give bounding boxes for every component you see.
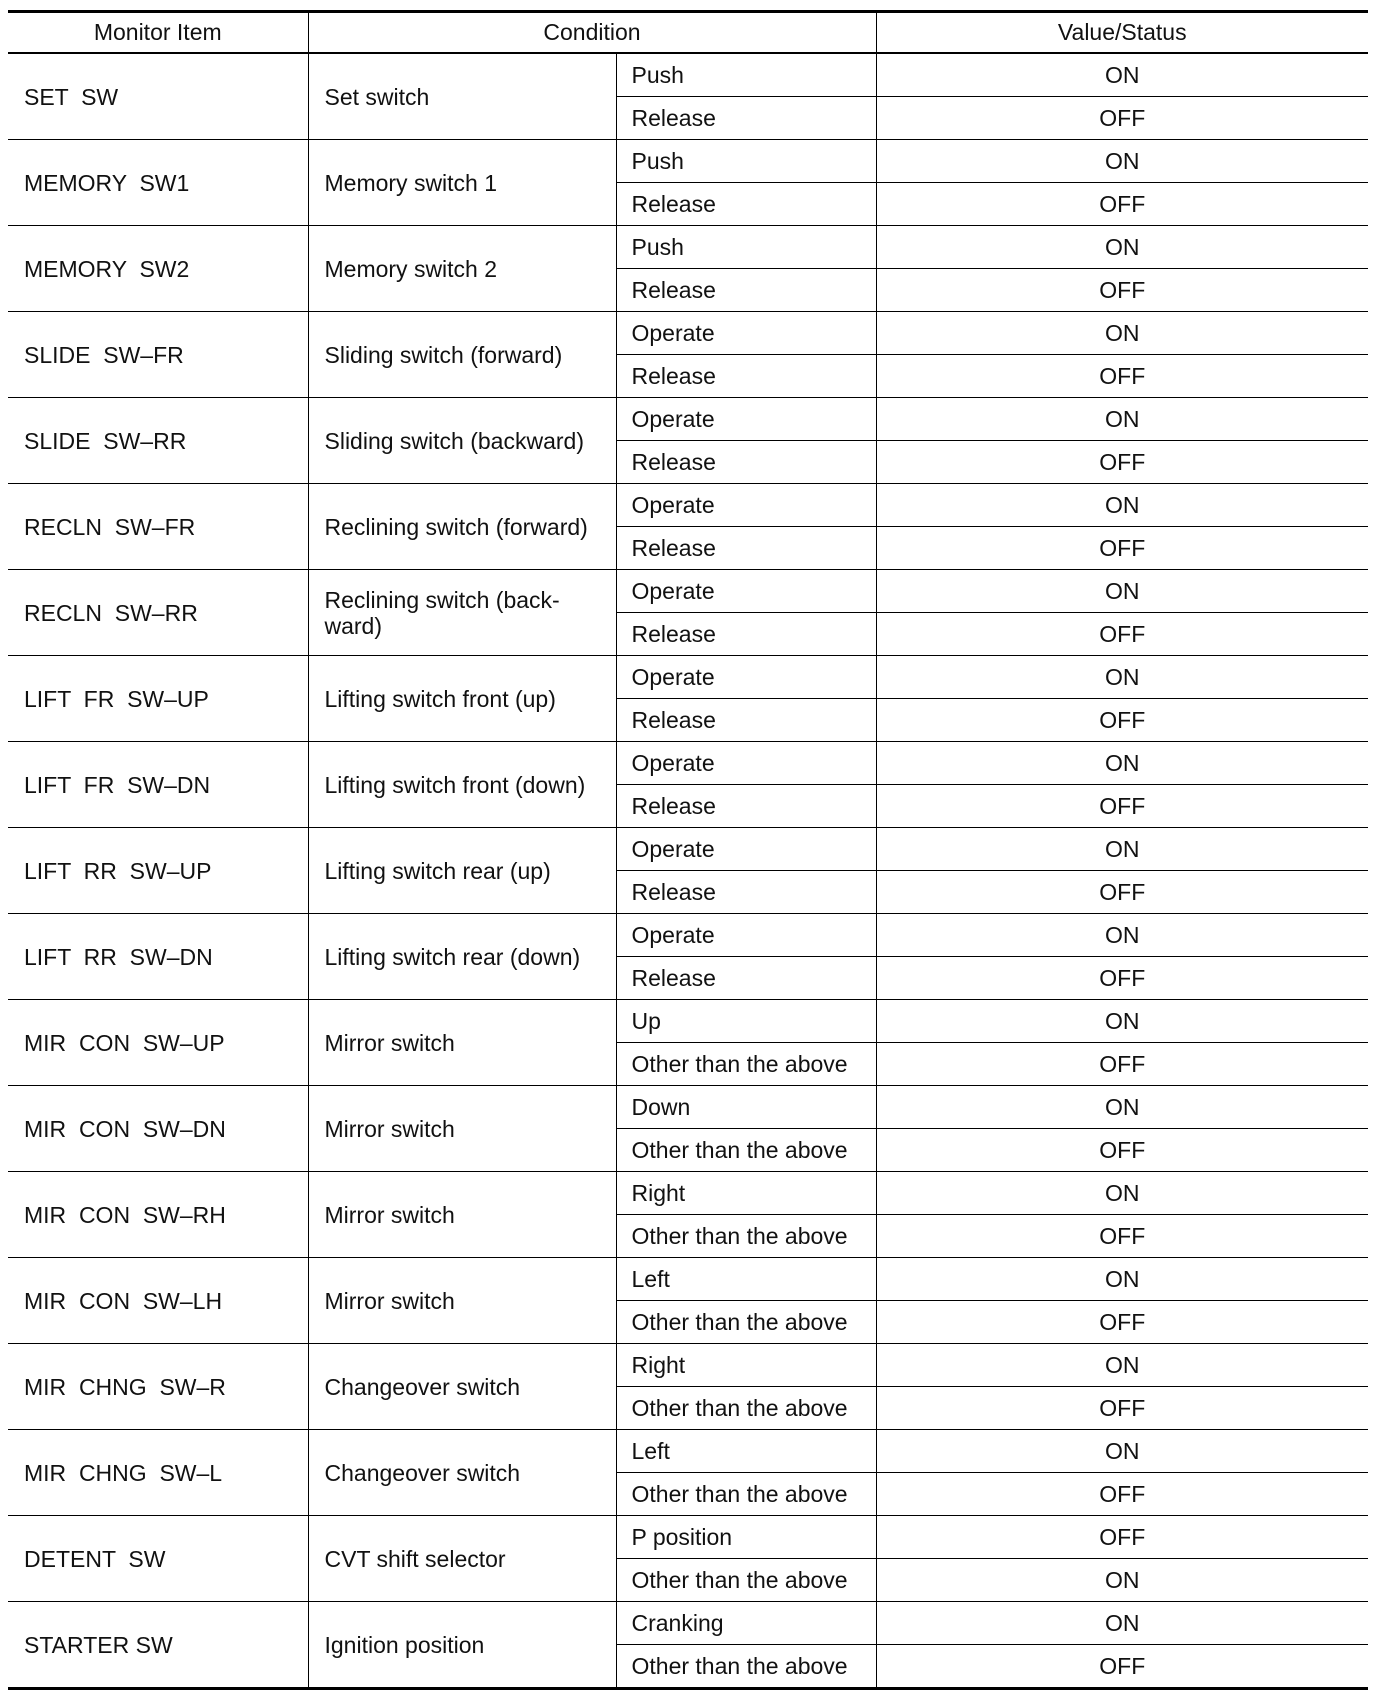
condition-cell: Memory switch 1 [308, 140, 616, 226]
sub-condition-cell: Release [616, 871, 876, 914]
condition-cell: Mirror switch [308, 1000, 616, 1086]
condition-cell: CVT shift selector [308, 1516, 616, 1602]
condition-cell: Lifting switch rear (down) [308, 914, 616, 1000]
value-status-cell: OFF [876, 269, 1368, 312]
condition-cell: Changeover switch [308, 1344, 616, 1430]
value-status-cell: ON [876, 570, 1368, 613]
condition-cell: Lifting switch rear (up) [308, 828, 616, 914]
table-row [8, 484, 1368, 527]
table-row [8, 656, 1368, 699]
table-row [8, 828, 1368, 871]
monitor-item-cell: LIFT FR SW–DN [8, 742, 308, 828]
value-status-cell: ON [876, 1430, 1368, 1473]
condition-cell: Sliding switch (forward) [308, 312, 616, 398]
table-row [8, 1430, 1368, 1473]
monitor-item-cell: LIFT FR SW–UP [8, 656, 308, 742]
condition-cell: Mirror switch [308, 1172, 616, 1258]
monitor-item-cell: MEMORY SW2 [8, 226, 308, 312]
value-status-cell: OFF [876, 871, 1368, 914]
monitor-item-cell: RECLN SW–RR [8, 570, 308, 656]
table-header [8, 12, 1368, 54]
value-status-cell: ON [876, 226, 1368, 269]
condition-cell: Lifting switch front (down) [308, 742, 616, 828]
table-row [8, 53, 1368, 97]
sub-condition-cell: Operate [616, 914, 876, 957]
monitor-item-cell: SET SW [8, 53, 308, 140]
value-status-cell: OFF [876, 957, 1368, 1000]
condition-cell: Mirror switch [308, 1086, 616, 1172]
condition-cell: Mirror switch [308, 1258, 616, 1344]
monitor-item-cell: MIR CON SW–RH [8, 1172, 308, 1258]
header-value-status: Value/Status [876, 12, 1368, 54]
value-status-cell: ON [876, 1344, 1368, 1387]
value-status-cell: OFF [876, 613, 1368, 656]
value-status-cell: ON [876, 1172, 1368, 1215]
sub-condition-cell: Release [616, 441, 876, 484]
monitor-item-cell: LIFT RR SW–UP [8, 828, 308, 914]
sub-condition-cell: Push [616, 226, 876, 269]
condition-cell: Changeover switch [308, 1430, 616, 1516]
sub-condition-cell: Push [616, 53, 876, 97]
monitor-item-cell: MEMORY SW1 [8, 140, 308, 226]
monitor-item-cell: MIR CON SW–UP [8, 1000, 308, 1086]
value-status-cell: OFF [876, 527, 1368, 570]
sub-condition-cell: Release [616, 355, 876, 398]
condition-cell: Sliding switch (backward) [308, 398, 616, 484]
sub-condition-cell: Operate [616, 312, 876, 355]
sub-condition-cell: Operate [616, 828, 876, 871]
value-status-cell: OFF [876, 699, 1368, 742]
condition-cell: Reclining switch (back-ward) [308, 570, 616, 656]
monitor-item-cell: STARTER SW [8, 1602, 308, 1689]
sub-condition-cell: Other than the above [616, 1215, 876, 1258]
table-row [8, 914, 1368, 957]
table-row [8, 1602, 1368, 1645]
sub-condition-cell: Other than the above [616, 1387, 876, 1430]
value-status-cell: OFF [876, 97, 1368, 140]
value-status-cell: ON [876, 742, 1368, 785]
condition-cell: Ignition position [308, 1602, 616, 1689]
sub-condition-cell: Release [616, 613, 876, 656]
value-status-cell: ON [876, 398, 1368, 441]
sub-condition-cell: Operate [616, 656, 876, 699]
sub-condition-cell: Left [616, 1258, 876, 1301]
sub-condition-cell: Right [616, 1172, 876, 1215]
table-row [8, 1516, 1368, 1559]
condition-cell: Memory switch 2 [308, 226, 616, 312]
value-status-cell: OFF [876, 355, 1368, 398]
value-status-cell: ON [876, 140, 1368, 183]
sub-condition-cell: Down [616, 1086, 876, 1129]
header-monitor-item: Monitor Item [8, 12, 308, 54]
condition-cell: Reclining switch (forward) [308, 484, 616, 570]
monitor-item-cell: MIR CON SW–LH [8, 1258, 308, 1344]
sub-condition-cell: Release [616, 957, 876, 1000]
table-row [8, 1172, 1368, 1215]
condition-cell: Set switch [308, 53, 616, 140]
table-row [8, 1344, 1368, 1387]
value-status-cell: OFF [876, 1516, 1368, 1559]
table-row [8, 1086, 1368, 1129]
sub-condition-cell: Left [616, 1430, 876, 1473]
value-status-cell: ON [876, 1602, 1368, 1645]
sub-condition-cell: Operate [616, 484, 876, 527]
sub-condition-cell: Other than the above [616, 1129, 876, 1172]
sub-condition-cell: Operate [616, 570, 876, 613]
sub-condition-cell: Other than the above [616, 1645, 876, 1689]
table-row [8, 742, 1368, 785]
header-row [8, 12, 1368, 54]
table-row [8, 140, 1368, 183]
monitor-item-cell: LIFT RR SW–DN [8, 914, 308, 1000]
value-status-cell: OFF [876, 1301, 1368, 1344]
sub-condition-cell: Other than the above [616, 1043, 876, 1086]
sub-condition-cell: Right [616, 1344, 876, 1387]
monitor-item-cell: SLIDE SW–RR [8, 398, 308, 484]
header-condition: Condition [308, 12, 876, 54]
value-status-cell: ON [876, 1258, 1368, 1301]
monitor-item-cell: MIR CON SW–DN [8, 1086, 308, 1172]
value-status-cell: OFF [876, 183, 1368, 226]
monitor-item-cell: MIR CHNG SW–L [8, 1430, 308, 1516]
value-status-cell: OFF [876, 1387, 1368, 1430]
table-body [8, 53, 1368, 1689]
value-status-cell: ON [876, 656, 1368, 699]
sub-condition-cell: Up [616, 1000, 876, 1043]
table-row [8, 1000, 1368, 1043]
sub-condition-cell: Operate [616, 398, 876, 441]
monitor-item-cell: RECLN SW–FR [8, 484, 308, 570]
monitor-item-cell: MIR CHNG SW–R [8, 1344, 308, 1430]
table-row [8, 226, 1368, 269]
monitor-table-container [8, 10, 1368, 1690]
sub-condition-cell: Operate [616, 742, 876, 785]
monitor-table [8, 10, 1368, 1690]
value-status-cell: ON [876, 1000, 1368, 1043]
sub-condition-cell: Release [616, 97, 876, 140]
value-status-cell: ON [876, 1086, 1368, 1129]
value-status-cell: OFF [876, 1215, 1368, 1258]
sub-condition-cell: Release [616, 527, 876, 570]
sub-condition-cell: Other than the above [616, 1473, 876, 1516]
table-row [8, 570, 1368, 613]
sub-condition-cell: Other than the above [616, 1301, 876, 1344]
value-status-cell: OFF [876, 1473, 1368, 1516]
value-status-cell: ON [876, 828, 1368, 871]
sub-condition-cell: Push [616, 140, 876, 183]
value-status-cell: OFF [876, 441, 1368, 484]
sub-condition-cell: Release [616, 183, 876, 226]
value-status-cell: ON [876, 1559, 1368, 1602]
sub-condition-cell: Cranking [616, 1602, 876, 1645]
value-status-cell: ON [876, 312, 1368, 355]
monitor-item-cell: DETENT SW [8, 1516, 308, 1602]
condition-cell: Lifting switch front (up) [308, 656, 616, 742]
value-status-cell: ON [876, 914, 1368, 957]
value-status-cell: ON [876, 484, 1368, 527]
table-row [8, 1258, 1368, 1301]
table-row [8, 398, 1368, 441]
value-status-cell: OFF [876, 785, 1368, 828]
monitor-item-cell: SLIDE SW–FR [8, 312, 308, 398]
value-status-cell: OFF [876, 1043, 1368, 1086]
table-row [8, 312, 1368, 355]
value-status-cell: ON [876, 53, 1368, 97]
value-status-cell: OFF [876, 1645, 1368, 1689]
sub-condition-cell: Release [616, 699, 876, 742]
sub-condition-cell: Other than the above [616, 1559, 876, 1602]
sub-condition-cell: Release [616, 785, 876, 828]
sub-condition-cell: P position [616, 1516, 876, 1559]
sub-condition-cell: Release [616, 269, 876, 312]
value-status-cell: OFF [876, 1129, 1368, 1172]
